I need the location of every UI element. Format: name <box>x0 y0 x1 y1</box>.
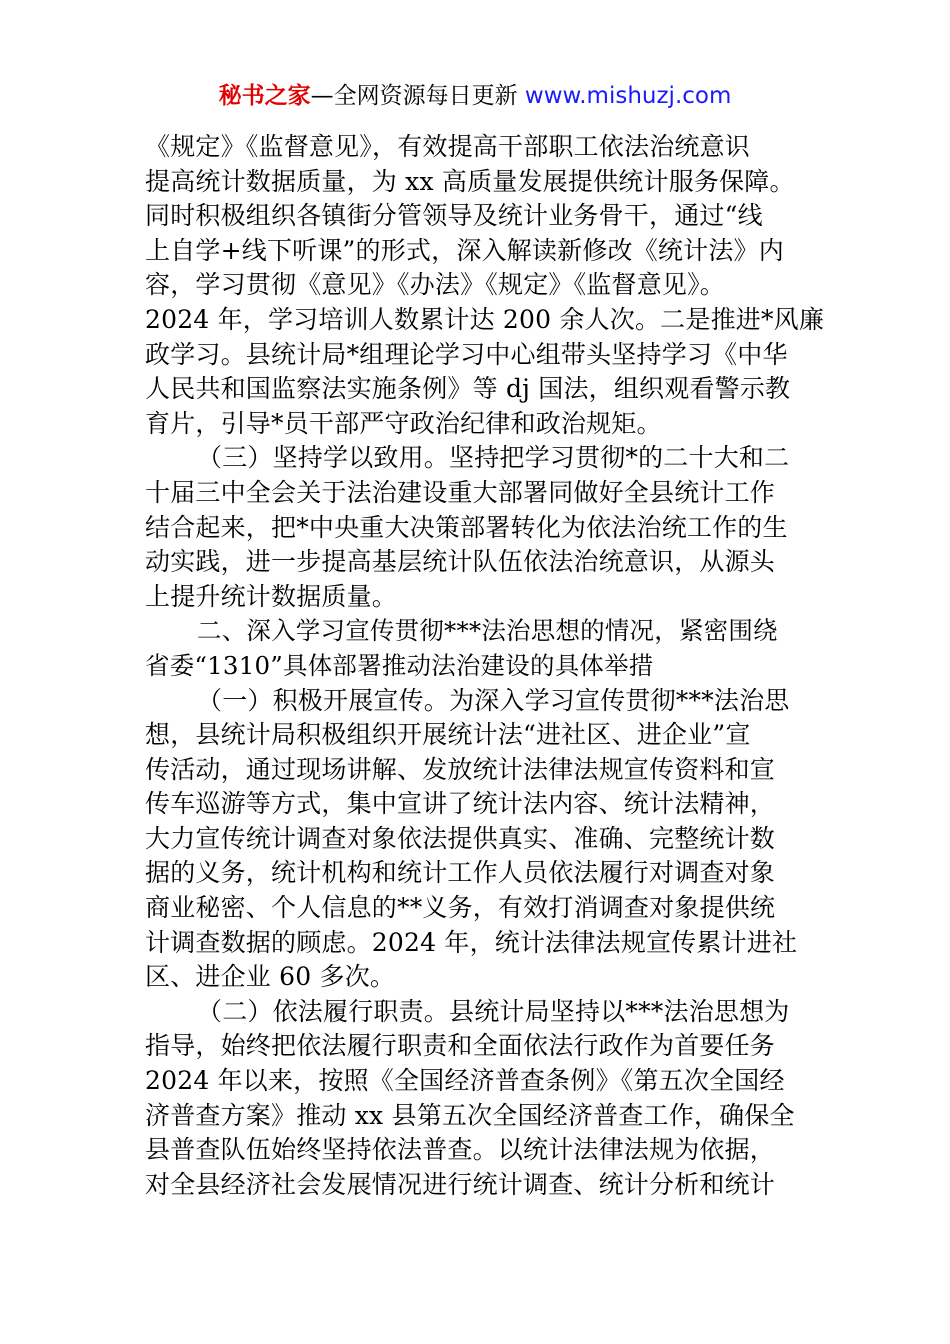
text-line: 提高统计数据质量，为 xx 高质量发展提供统计服务保障。 <box>145 166 795 196</box>
paragraph-start-line: （二）依法履行职责。县统计局坚持以***法治思想为 <box>197 996 790 1026</box>
section-heading-line: 二、深入学习宣传贯彻***法治思想的情况，紧密围绕 <box>197 616 778 646</box>
text-line: 想，县统计局积极组织开展统计法“进社区、进企业”宣 <box>145 720 751 750</box>
site-header <box>0 80 950 112</box>
site-brand: 秘书之家 <box>218 83 311 109</box>
text-line: 《规定》《监督意见》，有效提高干部职工依法治统意识 <box>145 132 751 161</box>
text-line: 区、进企业 60 多次。 <box>145 962 396 992</box>
paragraph-start-line: （一）积极开展宣传。为深入学习宣传贯彻***法治思 <box>197 685 790 715</box>
text-line: 十届三中全会关于法治建设重大部署同做好全县统计工作 <box>145 477 776 507</box>
text-line: 大力宣传统计调查对象依法提供真实、准确、完整统计数 <box>145 823 776 853</box>
text-line: 结合起来，把*中央重大决策部署转化为依法治统工作的生 <box>145 512 788 542</box>
text-line: 上提升统计数据质量。 <box>145 581 398 611</box>
text-line: 传车巡游等方式，集中宣讲了统计法内容、统计法精神， <box>145 789 776 819</box>
text-line: 2024 年以来，按照《全国经济普查条例》《第五次全国经 <box>145 1066 785 1096</box>
text-line: 县普查队伍始终坚持依法普查。以统计法律法规为依据， <box>145 1135 776 1165</box>
text-line: 对全县经济社会发展情况进行统计调查、统计分析和统计 <box>145 1169 776 1199</box>
text-line: 政学习。县统计局*组理论学习中心组带头坚持学习《中华 <box>145 339 788 369</box>
paragraph-start-line: （三）坚持学以致用。坚持把学习贯彻*的二十大和二 <box>197 443 790 473</box>
text-line: 人民共和国监察法实施条例》等 dj 国法，组织观看警示教 <box>145 374 791 404</box>
text-line: 育片，引导*员干部严守政治纪律和政治规矩。 <box>145 408 662 438</box>
text-line: 济普查方案》推动 xx 县第五次全国经济普查工作，确保全 <box>145 1100 795 1130</box>
text-line: 容，学习贯彻《意见》《办法》《规定》《监督意见》。 <box>145 270 726 300</box>
text-line: 计调查数据的顾虑。2024 年，统计法律法规宣传累计进社 <box>145 927 798 957</box>
document-body <box>145 130 825 1202</box>
text-line: 指导，始终把依法履行职责和全面依法行政作为首要任务 <box>145 1031 776 1061</box>
text-line: 上自学+线下听课”的形式，深入解读新修改《统计法》内 <box>145 235 784 265</box>
site-url-link[interactable]: www.mishuzj.com <box>524 83 732 109</box>
text-line: 商业秘密、个人信息的**义务，有效打消调查对象提供统 <box>145 893 776 923</box>
text-line: 2024 年，学习培训人数累计达 200 余人次。二是推进*风廉 <box>145 304 825 334</box>
text-line: 据的义务，统计机构和统计工作人员依法履行对调查对象 <box>145 858 776 888</box>
text-line: 动实践，进一步提高基层统计队伍依法治统意识，从源头 <box>145 547 776 577</box>
text-line: 传活动，通过现场讲解、发放统计法律法规宣传资料和宣 <box>145 754 776 784</box>
site-tagline: —全网资源每日更新 <box>310 83 518 109</box>
text-line: 同时积极组织各镇街分管领导及统计业务骨干，通过“线 <box>145 201 763 231</box>
section-heading-line: 省委“1310”具体部署推动法治建设的具体举措 <box>145 650 654 680</box>
